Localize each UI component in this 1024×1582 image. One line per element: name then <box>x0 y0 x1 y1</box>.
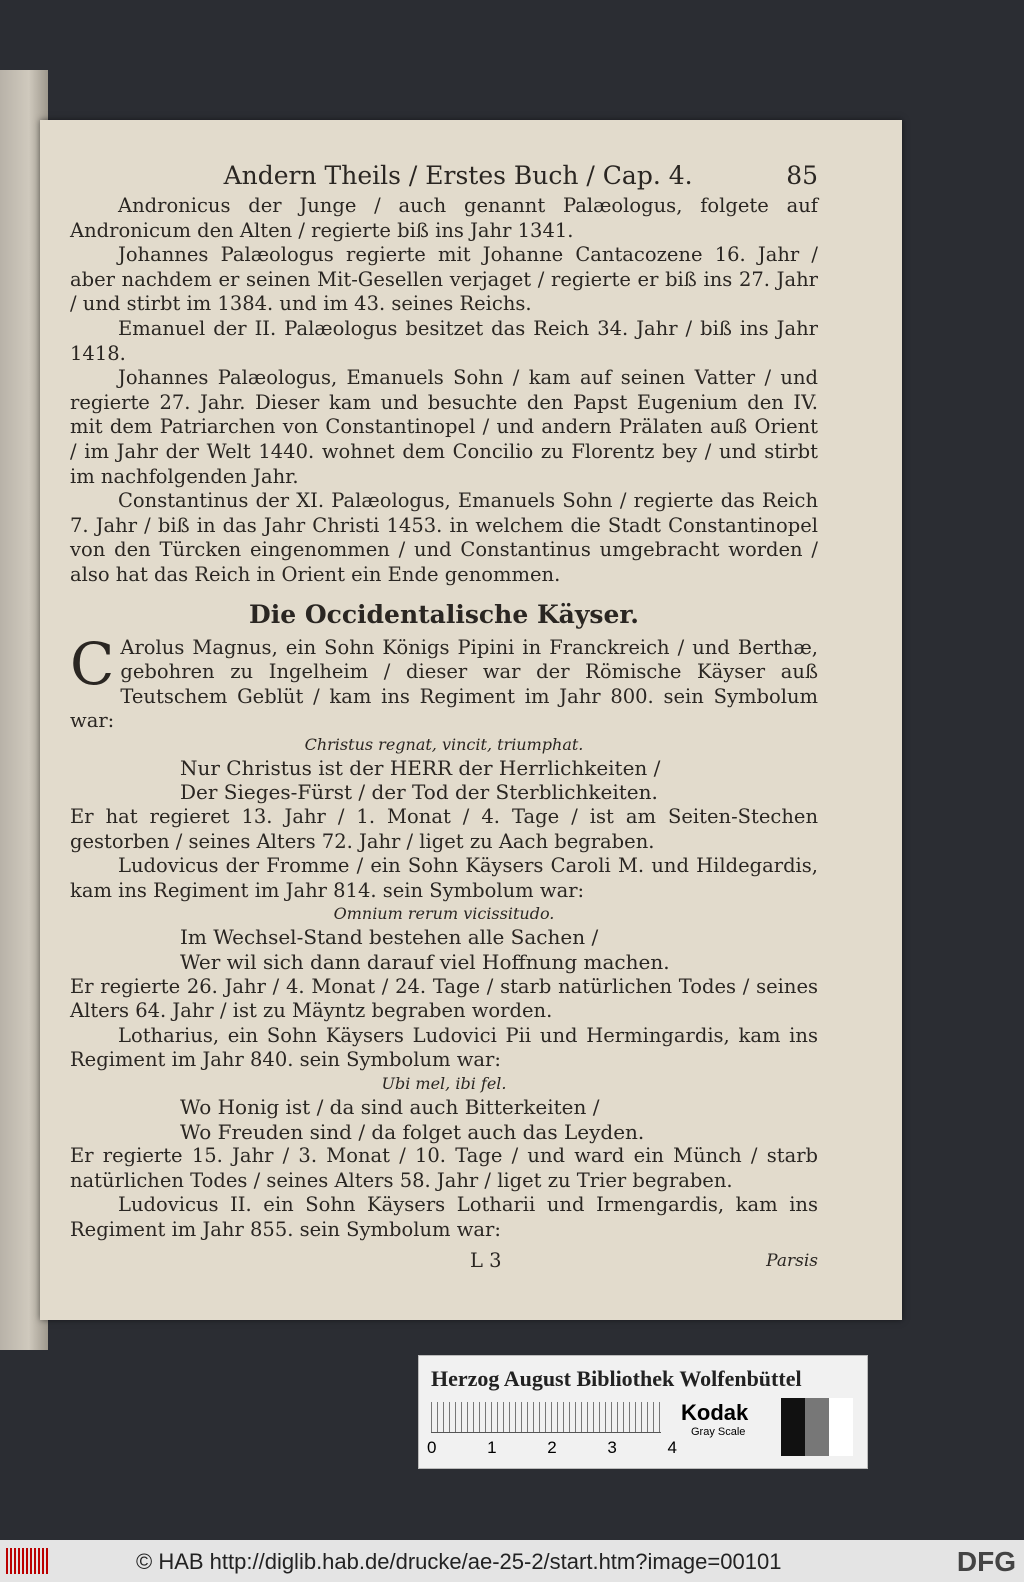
paragraph-ludovicus-after: Er regierte 26. Jahr / 4. Monat / 24. Tage / starb natürlichen Todes / seines Alters 64. Jahr / ist zu Mäyntz begraben worden. <box>70 974 818 1023</box>
ruler-number: 2 <box>547 1438 557 1457</box>
swatch-white <box>829 1398 853 1456</box>
paragraph-lotharius: Lotharius, ein Sohn Käysers Ludovici Pii und Hermingardis, kam ins Regiment im Jahr 840. sein Symbolum war: <box>70 1023 818 1072</box>
swatch-black <box>781 1398 805 1456</box>
dfg-logo: DFG <box>956 1546 1016 1577</box>
ruler-number: 4 <box>667 1438 677 1457</box>
ruler-number: 3 <box>607 1438 617 1457</box>
source-url[interactable]: © HAB http://diglib.hab.de/drucke/ae-25-2/start.htm?image=00101 <box>136 1549 782 1574</box>
catchword: Parsis <box>766 1250 818 1271</box>
verse-line: Wer wil sich dann darauf viel Hoffnung machen. <box>180 950 670 975</box>
verse-line: Der Sieges-Fürst / der Tod der Sterblichkeiten. <box>180 780 658 805</box>
gray-scale-label: Gray Scale <box>691 1426 746 1438</box>
signature-mark: L 3 <box>470 1248 502 1272</box>
verse-line: Im Wechsel-Stand bestehen alle Sachen / <box>180 925 599 950</box>
paragraph-carolus-after: Er hat regieret 13. Jahr / 1. Monat / 4. Tage / ist am Seiten-Stechen gestorben / seines Alters 72. Jahr / liget zu Aach begraben. <box>70 805 818 853</box>
motto-carolus: Christus regnat, vincit, triumphat. <box>304 734 584 754</box>
paragraph-lotharius-after: Er regierte 15. Jahr / 3. Monat / 10. Tage / und ward ein Münch / starb natürlichen Todes / seines Alters 58. Jahr / liget zu Trier begraben. <box>70 1144 818 1192</box>
ruler-number: 0 <box>427 1438 437 1457</box>
paragraph-emanuel: Emanuel der II. Palæologus besitzet das Reich 34. Jahr / biß ins Jahr 1418. <box>70 316 818 365</box>
page-number: 85 <box>786 161 818 190</box>
paragraph-johannes-2: Johannes Palæologus, Emanuels Sohn / kam auf seinen Vatter / und regierte 27. Jahr. Dieser kam und besuchte den Papst Eugenium den IV. mit dem Patriarchen von Constantinopel / und andern Prälaten auß Orient / im Jahr der Welt 1440. wohnet dem Concilio zu Florentz bey / und stirbt im nachfolgenden Jahr. <box>70 366 818 488</box>
color-reference-card <box>418 1355 868 1469</box>
verse-line: Wo Freuden sind / da folget auch das Leyden. <box>180 1119 645 1144</box>
verse-line: Nur Christus ist der HERR der Herrlichkeiten / <box>180 755 661 780</box>
page-text <box>70 160 818 1273</box>
running-header <box>70 160 818 192</box>
ruler-number: 1 <box>487 1438 497 1457</box>
kodak-logo: Kodak <box>681 1400 749 1425</box>
motto-lotharius: Ubi mel, ibi fel. <box>381 1074 507 1093</box>
ruler-scale <box>431 1402 661 1433</box>
running-title: Andern Theils / Erstes Buch / Cap. 4. <box>223 161 693 190</box>
library-name: Herzog August Bibliothek Wolfenbüttel <box>431 1366 802 1391</box>
motto-ludovicus: Omnium rerum vicissitudo. <box>333 904 555 924</box>
verse-line: Wo Honig ist / da sind auch Bitterkeiten / <box>180 1095 600 1119</box>
ruler-numbers <box>427 1438 677 1458</box>
paragraph-johannes: Johannes Palæologus regierte mit Johanne Cantacozene 16. Jahr / aber nachdem er seinen Mit-Gesellen verjaget / regierte er biß ins 27. Jahr / und stirbt im 1384. und im 43. seines Reichs. <box>70 243 818 316</box>
carolus-intro: Arolus Magnus, ein Sohn Königs Pipini in Franckreich / und Berthæ, gebohren zu Ingelheim / dieser war der Römische Käyser auß Teutschem Geblüt / kam ins Regiment im Jahr 800. sein Symbolum war: <box>70 635 818 733</box>
paragraph-ludovicus: Ludovicus der Fromme / ein Sohn Käysers Caroli M. und Hildegardis, kam ins Regiment im Jahr 814. sein Symbolum war: <box>70 854 818 902</box>
swatch-gray <box>805 1398 829 1456</box>
footer-bar <box>0 1540 1024 1582</box>
page-footer <box>70 1249 818 1274</box>
paragraph-carolus <box>70 629 818 734</box>
paragraph-ludovicus-2: Ludovicus II. ein Sohn Käysers Lotharii und Irmengardis, kam ins Regiment im Jahr 855. sein Symbolum war: <box>70 1193 818 1241</box>
hab-logo-icon <box>6 1548 48 1574</box>
section-title: Die Occidentalische Käyser. <box>249 599 639 629</box>
paragraph-andronicus: Andronicus der Junge / auch genannt Palæologus, folgete auf Andronicum den Alten / regierte biß ins Jahr 1341. <box>70 194 818 242</box>
paragraph-constantinus: Constantinus der XI. Palæologus, Emanuels Sohn / regierte das Reich 7. Jahr / biß in das Jahr Christi 1453. in welchem die Stadt Constantinopel von den Türcken eingenommen / und Constantinus umgebracht worden / also hat das Reich in Orient ein Ende genommen. <box>70 489 818 586</box>
gray-swatches <box>781 1398 853 1456</box>
dropcap: C <box>70 629 115 698</box>
